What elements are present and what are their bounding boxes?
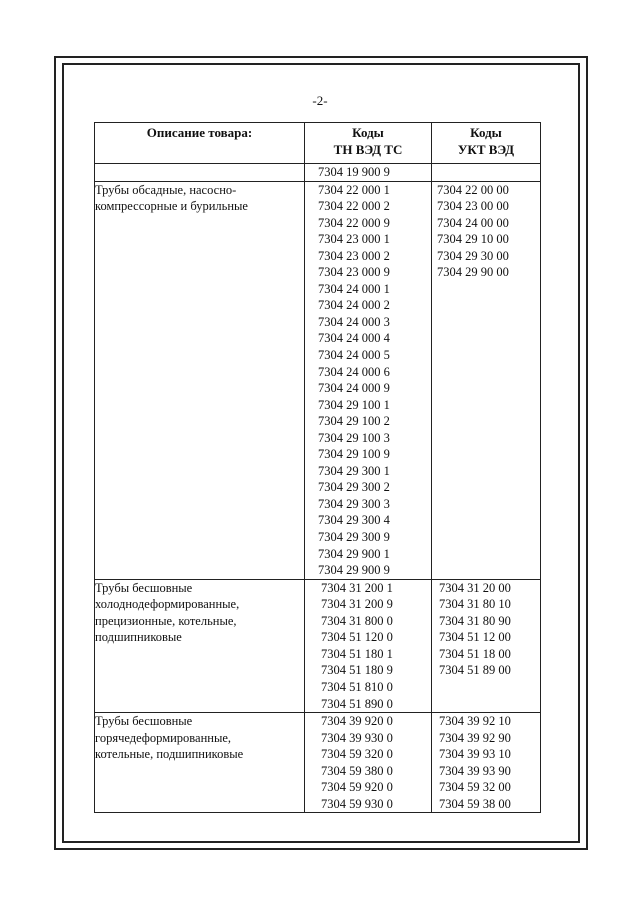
- ukt-ved-cell: [432, 164, 541, 182]
- tn-ved-code: 7304 31 200 1: [321, 580, 393, 595]
- ukt-ved-code: 7304 31 80 10: [439, 597, 511, 612]
- tn-ved-code: 7304 23 000 2: [318, 248, 390, 263]
- codes-table: [94, 122, 541, 813]
- description-line: котельные, подшипниковые: [95, 747, 244, 762]
- tn-ved-code: 7304 29 300 4: [318, 513, 390, 528]
- tn-ved-code: 7304 23 000 1: [318, 232, 390, 247]
- tn-ved-code: 7304 22 000 9: [318, 215, 390, 230]
- tn-ved-code: 7304 24 000 4: [318, 331, 390, 346]
- description-line: холоднодеформированные,: [95, 597, 240, 612]
- ukt-ved-code: 7304 29 30 00: [437, 248, 509, 263]
- description-cell: [95, 181, 305, 579]
- tn-ved-code: 7304 24 000 3: [318, 314, 390, 329]
- tn-ved-cell: [305, 164, 432, 182]
- description-line: компрессорные и бурильные: [95, 199, 248, 214]
- tn-ved-code: 7304 29 100 9: [318, 447, 390, 462]
- tn-ved-code: 7304 51 180 1: [321, 646, 393, 661]
- ukt-ved-cell: [432, 181, 541, 579]
- description-line: горячедеформированные,: [95, 730, 232, 745]
- ukt-ved-code: 7304 29 90 00: [437, 265, 509, 280]
- tn-ved-code: 7304 23 000 9: [318, 265, 390, 280]
- header-description-line: Описание товара:: [146, 125, 253, 140]
- tn-ved-code: 7304 59 920 0: [321, 780, 393, 795]
- tn-ved-code: 7304 51 180 9: [321, 663, 393, 678]
- tn-ved-code: 7304 29 900 1: [318, 546, 390, 561]
- tn-ved-code: 7304 59 380 0: [321, 763, 393, 778]
- tn-ved-code: 7304 24 000 2: [318, 298, 390, 313]
- ukt-ved-cell: [432, 713, 541, 813]
- tn-ved-cell: [305, 181, 432, 579]
- tn-ved-code: 7304 24 000 9: [318, 381, 390, 396]
- description-cell: [95, 713, 305, 813]
- tn-ved-code: 7304 51 810 0: [321, 679, 393, 694]
- tn-ved-code: 7304 22 000 2: [318, 199, 390, 214]
- tn-ved-code: 7304 29 100 1: [318, 397, 390, 412]
- table-row: [95, 164, 541, 182]
- tn-ved-code: 7304 29 300 9: [318, 530, 390, 545]
- ukt-ved-code: 7304 51 89 00: [439, 663, 511, 678]
- description-line: Трубы бесшовные: [95, 580, 193, 595]
- header-tn-ved-line-1: Коды: [352, 125, 384, 140]
- tn-ved-code: 7304 51 890 0: [321, 696, 393, 711]
- table-row: [95, 579, 541, 712]
- description-line: прецизионные, котельные,: [95, 613, 237, 628]
- header-ukt-ved: [432, 123, 541, 164]
- ukt-ved-code: 7304 51 18 00: [439, 646, 511, 661]
- page-number: -2-: [312, 93, 328, 108]
- tn-ved-code: 7304 22 000 1: [318, 182, 390, 197]
- tn-ved-code: 7304 29 100 2: [318, 414, 390, 429]
- ukt-ved-code: 7304 59 38 00: [439, 796, 511, 811]
- tn-ved-code: 7304 29 100 3: [318, 430, 390, 445]
- description-line: Трубы бесшовные: [95, 714, 193, 729]
- tn-ved-code: 7304 24 000 1: [318, 281, 390, 296]
- table-row: [95, 181, 541, 579]
- ukt-ved-code: 7304 39 92 90: [439, 730, 511, 745]
- ukt-ved-code: 7304 39 93 90: [439, 763, 511, 778]
- header-description: [95, 123, 305, 164]
- tn-ved-code: 7304 24 000 6: [318, 364, 390, 379]
- tn-ved-code: 7304 19 900 9: [318, 165, 390, 179]
- ukt-ved-code: 7304 59 32 00: [439, 780, 511, 795]
- header-ukt-ved-line-1: Коды: [470, 125, 502, 140]
- tn-ved-code: 7304 39 930 0: [321, 730, 393, 745]
- ukt-ved-code: 7304 29 10 00: [437, 232, 509, 247]
- header-tn-ved: [305, 123, 432, 164]
- tn-ved-code: 7304 29 900 9: [318, 563, 390, 578]
- tn-ved-code: 7304 29 300 3: [318, 496, 390, 511]
- description-line: Трубы обсадные, насосно-: [95, 182, 237, 197]
- tn-ved-code: 7304 39 920 0: [321, 714, 393, 729]
- tn-ved-code: 7304 59 320 0: [321, 747, 393, 762]
- tn-ved-code: 7304 24 000 5: [318, 348, 390, 363]
- ukt-ved-code: 7304 51 12 00: [439, 630, 511, 645]
- description-cell: [95, 579, 305, 712]
- ukt-ved-code: 7304 23 00 00: [437, 199, 509, 214]
- ukt-ved-code: 7304 31 80 90: [439, 613, 511, 628]
- ukt-ved-code: 7304 31 20 00: [439, 580, 511, 595]
- ukt-ved-code: 7304 24 00 00: [437, 215, 509, 230]
- tn-ved-code: 7304 31 200 9: [321, 597, 393, 612]
- tn-ved-cell: [305, 713, 432, 813]
- tn-ved-code: 7304 51 120 0: [321, 630, 393, 645]
- ukt-ved-cell: [432, 579, 541, 712]
- tn-ved-code: 7304 29 300 1: [318, 463, 390, 478]
- tn-ved-code: 7304 31 800 0: [321, 613, 393, 628]
- ukt-ved-code: 7304 39 93 10: [439, 747, 511, 762]
- description-cell: [95, 164, 305, 182]
- table-row: [95, 713, 541, 813]
- header-ukt-ved-line-2: УКТ ВЭД: [457, 141, 515, 157]
- table-header-row: [95, 123, 541, 164]
- tn-ved-code: 7304 29 300 2: [318, 480, 390, 495]
- tn-ved-cell: [305, 579, 432, 712]
- ukt-ved-code: 7304 39 92 10: [439, 714, 511, 729]
- ukt-ved-code: 7304 22 00 00: [437, 182, 509, 197]
- tn-ved-code: 7304 59 930 0: [321, 796, 393, 811]
- description-line: подшипниковые: [95, 630, 182, 645]
- header-tn-ved-line-2: ТН ВЭД ТС: [333, 141, 403, 157]
